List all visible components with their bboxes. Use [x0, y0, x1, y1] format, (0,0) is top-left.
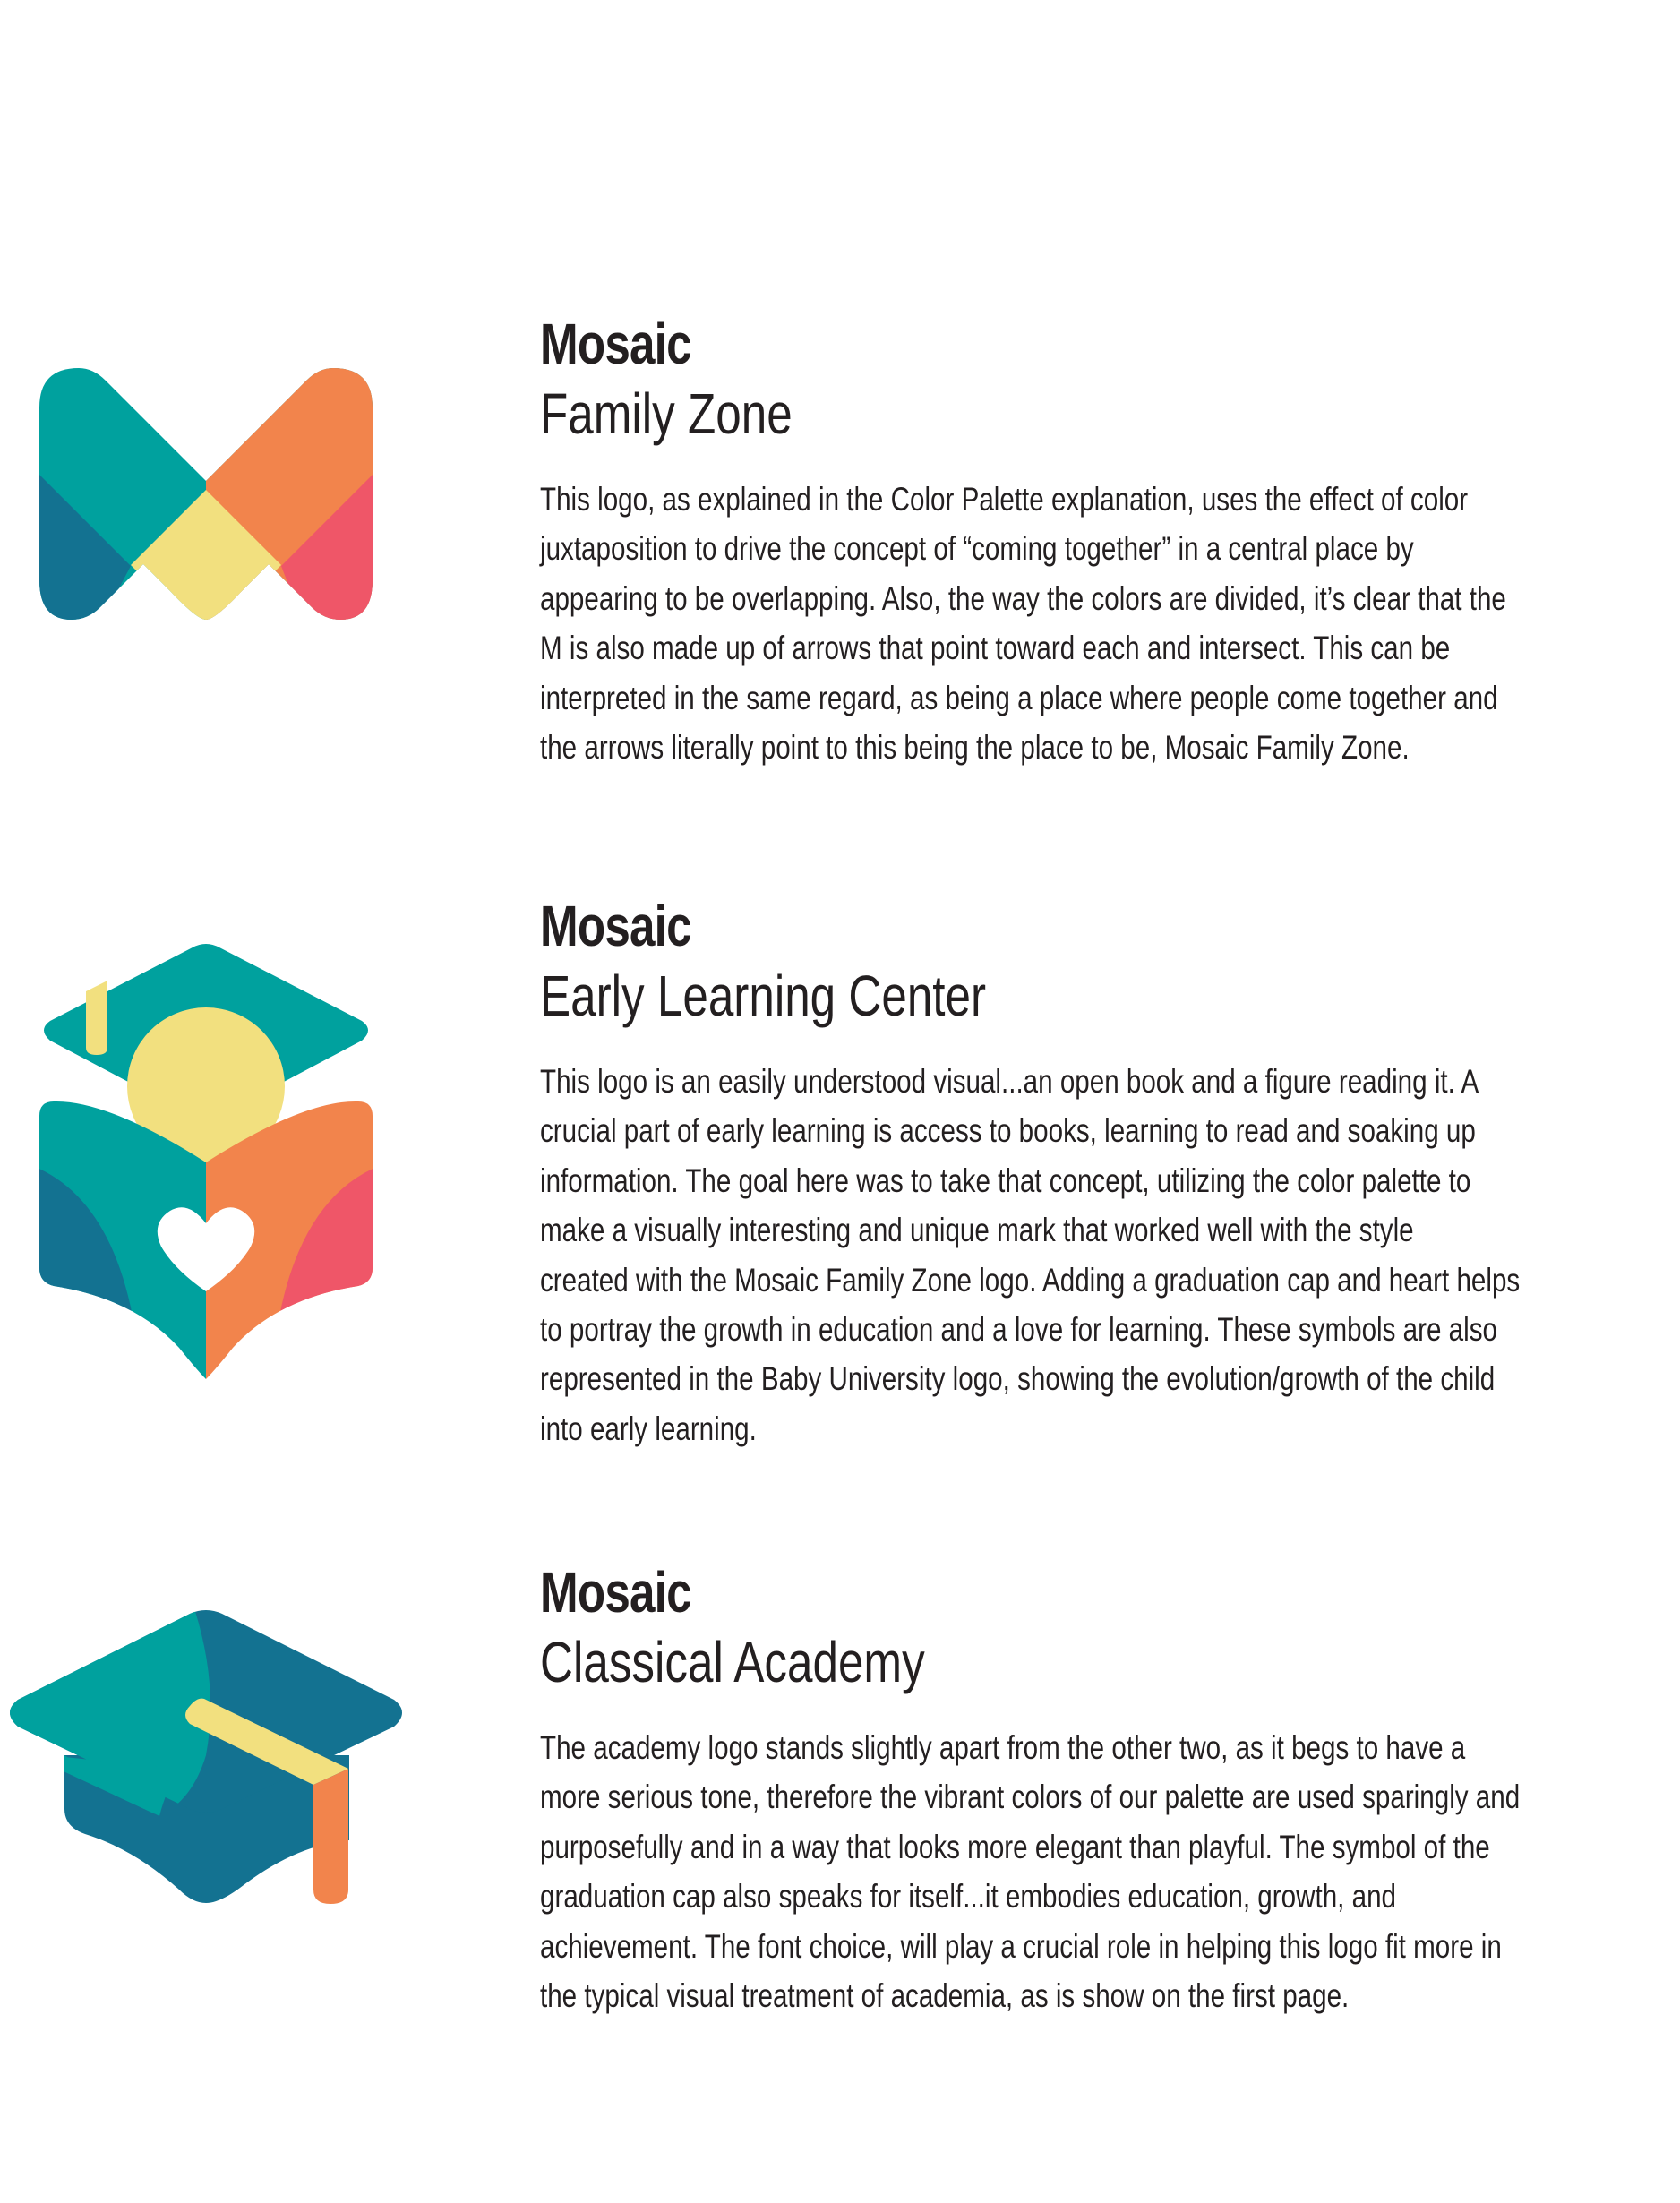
description	[540, 1723, 1650, 2020]
description-line: to portray the growth in education and a love for learning. These symbols are also	[540, 1310, 1497, 1348]
graduation-cap-logo-icon	[0, 1594, 430, 1916]
description-line: graduation cap also speaks for itself...it embodies education, growth, and	[540, 1878, 1396, 1916]
description-line: make a visually interesting and unique mark that worked well with the style	[540, 1212, 1414, 1249]
book-reader-cap-logo-icon	[0, 931, 403, 1388]
description-line: This logo is an easily understood visual...an open book and a figure reading it. A	[540, 1063, 1479, 1100]
description-line: the arrows literally point to this being the place to be, Mosaic Family Zone.	[540, 728, 1410, 766]
brand-title: Mosaic	[540, 1560, 691, 1624]
brand-title: Mosaic	[540, 312, 691, 376]
description	[540, 475, 1650, 772]
description-line: into early learning.	[540, 1410, 757, 1447]
section-classical-academy	[540, 1560, 1650, 2020]
description	[540, 1057, 1650, 1453]
description-line: The academy logo stands slightly apart from the other two, as it begs to have a	[540, 1729, 1466, 1766]
description-line: achievement. The font choice, will play a crucial role in helping this logo fit more in	[540, 1927, 1502, 1965]
description-line: interpreted in the same regard, as being a place where people come together and	[540, 679, 1498, 716]
mosaic-m-logo-icon	[0, 358, 403, 636]
description-line: information. The goal here was to take that concept, utilizing the color palette to	[540, 1162, 1471, 1199]
description-line: crucial part of early learning is access to books, learning to read and soaking up	[540, 1112, 1476, 1150]
description-line: purposefully and in a way that looks more elegant than playful. The symbol of the	[540, 1828, 1490, 1865]
section-family-zone	[540, 312, 1650, 772]
description-line: created with the Mosaic Family Zone logo. Adding a graduation cap and heart helps	[540, 1261, 1521, 1299]
description-line: represented in the Baby University logo, showing the evolution/growth of the child	[540, 1360, 1496, 1398]
description-line: M is also made up of arrows that point toward each and intersect. This can be	[540, 630, 1451, 667]
section-early-learning-center	[540, 894, 1650, 1453]
description-line: the typical visual treatment of academia, as is show on the first page.	[540, 1976, 1350, 2014]
description-line: This logo, as explained in the Color Palette explanation, uses the effect of color	[540, 481, 1469, 518]
description-line: juxtaposition to drive the concept of “coming together” in a central place by	[540, 530, 1414, 568]
logo-subtitle: Early Learning Center	[540, 964, 987, 1028]
description-line: appearing to be overlapping. Also, the way the colors are divided, it’s clear that the	[540, 579, 1506, 617]
logo-subtitle: Family Zone	[540, 381, 793, 446]
description-line: more serious tone, therefore the vibrant colors of our palette are used sparingly and	[540, 1779, 1521, 1816]
logo-subtitle: Classical Academy	[540, 1630, 925, 1694]
brand-title: Mosaic	[540, 894, 691, 958]
